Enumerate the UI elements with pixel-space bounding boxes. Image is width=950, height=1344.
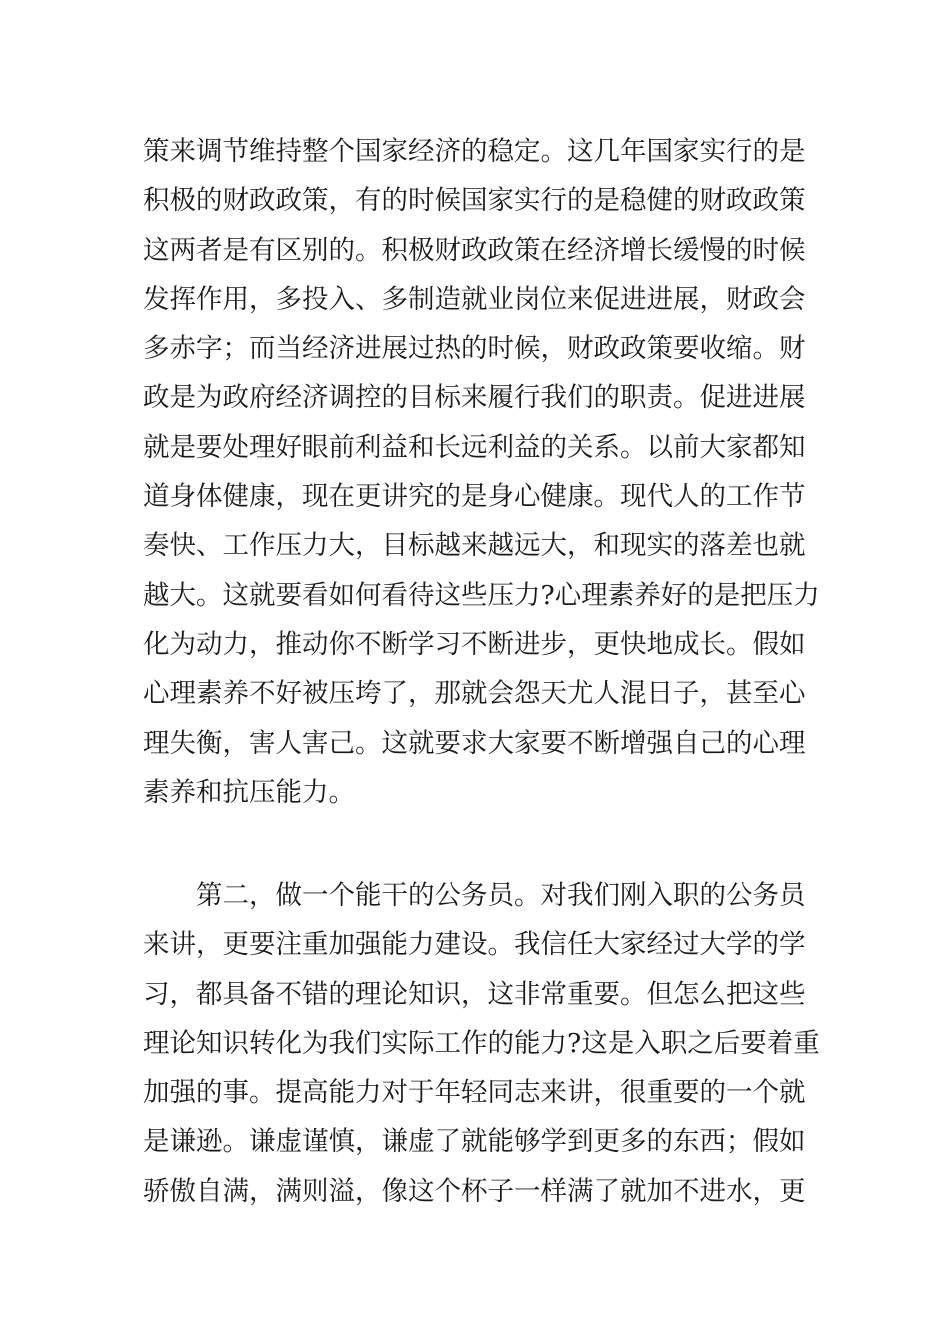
paragraph-line: 加强的事。提高能力对于年轻同志来讲，很重要的一个就 [143,1077,806,1109]
paragraph-line: 发挥作用，多投入、多制造就业岗位来促进进展，财政会 [143,283,806,315]
paragraph-line: 道身体健康，现在更讲究的是身心健康。现代人的工作节 [143,481,806,513]
paragraph-line: 骄傲自满，满则溢，像这个杯子一样满了就加不进水，更 [143,1175,806,1207]
paragraph-line: 积极的财政政策，有的时候国家实行的是稳健的财政政策 [143,185,806,217]
paragraph-line: 这两者是有区别的。积极财政政策在经济增长缓慢的时候 [143,234,806,266]
paragraph-line: 第二，做一个能干的公务员。对我们刚入职的公务员 [196,880,806,911]
paragraph-2 [143,871,823,1216]
paragraph-line: 化为动力，推动你不断学习不断进步，更快地成长。假如 [143,628,806,660]
paragraph-line: 越大。这就要看如何看待这些压力?心理素养好的是把压力 [143,579,820,611]
paragraph-line: 习，都具备不错的理论知识，这非常重要。但怎么把这些 [143,978,806,1010]
paragraph-line: 多赤字；而当经济进展过热的时候，财政政策要收缩。财 [143,333,806,365]
paragraph-line: 政是为政府经济调控的目标来履行我们的职责。促进进展 [143,382,806,414]
paragraph-line: 素养和抗压能力。 [143,776,355,808]
paragraph-line: 奏快、工作压力大，目标越来越远大，和现实的落差也就 [143,530,806,562]
paragraph-1 [143,127,823,817]
paragraph-line: 是谦逊。谦虚谨慎，谦虚了就能够学到更多的东西；假如 [143,1126,806,1158]
paragraph-line: 来讲，更要注重加强能力建设。我信任大家经过大学的学 [143,929,806,961]
paragraph-line: 理论知识转化为我们实际工作的能力?这是入职之后要着重 [143,1027,820,1059]
paragraph-line: 心理素养不好被压垮了，那就会怨天尤人混日子，甚至心 [143,678,806,710]
paragraph-line: 就是要处理好眼前利益和长远利益的关系。以前大家都知 [143,431,806,463]
paragraph-line: 理失衡，害人害己。这就要求大家要不断增强自己的心理 [143,727,806,759]
paragraph-line: 策来调节维持整个国家经济的稳定。这几年国家实行的是 [143,136,806,167]
